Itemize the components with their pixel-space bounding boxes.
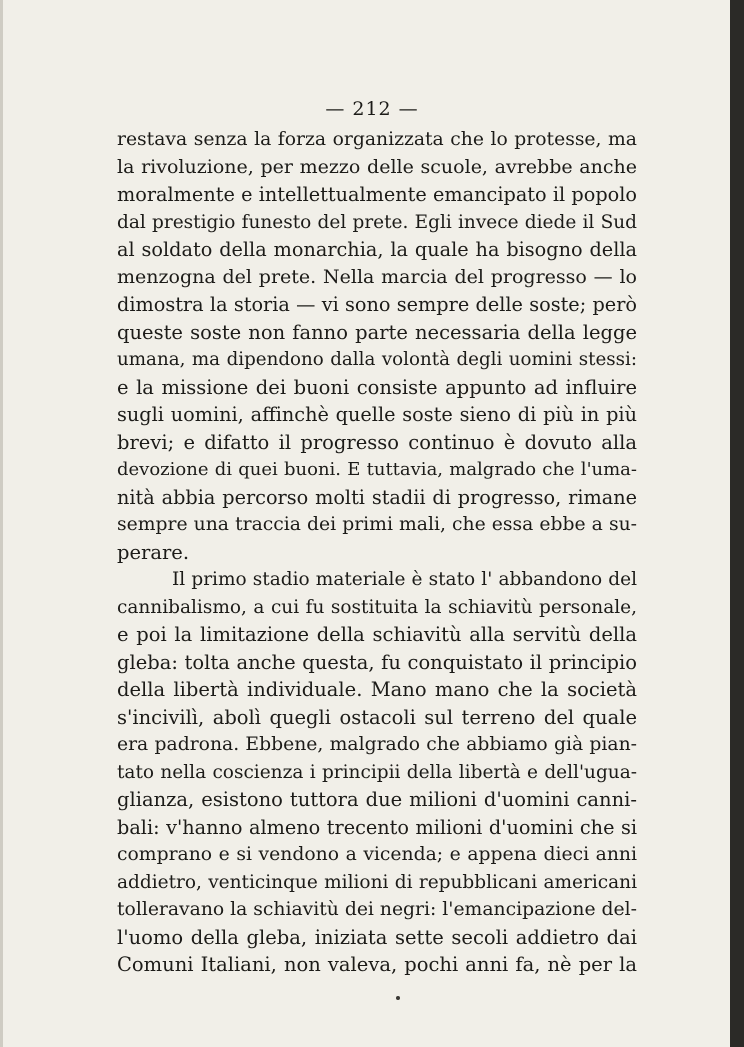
- text-line: sempre una traccia dei primi mali, che essa ebbe a su-: [117, 514, 637, 535]
- text-line: tolleravano la schiavitù dei negri: l'emancipazione del-: [117, 899, 637, 920]
- text-line: s'incivilì, abolì quegli ostacoli sul terreno del quale: [117, 705, 637, 729]
- print-speck: [396, 996, 400, 1000]
- paragraph-1: [117, 126, 637, 566]
- text-line: Il primo stadio materiale è stato l' abbandono del: [172, 569, 637, 590]
- body-text: [117, 126, 637, 979]
- text-line: l'uomo della gleba, iniziata sette secoli addietro dai: [117, 925, 637, 949]
- text-line: tato nella coscienza i principii della libertà e dell'ugua-: [117, 761, 637, 783]
- text-line: glianza, esistono tuttora due milioni d'uomini canni-: [117, 788, 637, 811]
- paragraph-2: [117, 566, 637, 979]
- text-line: gleba: tolta anche questa, fu conquistato il principio: [117, 650, 637, 674]
- text-line: comprano e si vendono a vicenda; e appena dieci anni: [117, 844, 637, 865]
- text-line: era padrona. Ebbene, malgrado che abbiamo già pian-: [117, 734, 637, 755]
- text-line: al soldato della monarchia, la quale ha bisogno della: [117, 238, 637, 261]
- text-line: e poi la limitazione della schiavitù alla servitù della: [117, 623, 637, 646]
- text-line: dal prestigio funesto del prete. Egli invece diede il Sud: [117, 211, 637, 233]
- text-line: restava senza la forza organizzata che lo protesse, ma: [117, 129, 637, 150]
- text-line: addietro, venticinque milioni di repubblicani americani: [117, 871, 637, 893]
- text-line: devozione di quei buoni. E tuttavia, malgrado che l'uma-: [117, 459, 637, 480]
- text-line: brevi; e difatto il progresso continuo è dovuto alla: [117, 430, 637, 454]
- scan-binding-edge: [730, 0, 744, 1047]
- text-line: queste soste non fanno parte necessaria della legge: [117, 320, 637, 344]
- text-line: della libertà individuale. Mano mano che la società: [117, 678, 637, 701]
- text-line: sugli uomini, affinchè quelle soste sieno di più in più: [117, 403, 637, 426]
- text-line: moralmente e intellettualmente emancipato il popolo: [117, 183, 637, 206]
- text-line: Comuni Italiani, non valeva, pochi anni fa, nè per la: [117, 953, 637, 976]
- text-line: dimostra la storia — vi sono sempre delle soste; però: [117, 293, 637, 316]
- page-left-edge: [0, 0, 3, 1047]
- text-line: menzogna del prete. Nella marcia del progresso — lo: [117, 265, 637, 288]
- text-line: umana, ma dipendono dalla volontà degli uomini stessi:: [117, 349, 637, 370]
- text-line: cannibalismo, a cui fu sostituita la schiavitù personale,: [117, 596, 637, 618]
- text-line: la rivoluzione, per mezzo delle scuole, avrebbe anche: [117, 155, 637, 178]
- page-number: — 212 —: [325, 98, 419, 120]
- text-line: perare.: [117, 540, 190, 564]
- text-line: bali: v'hanno almeno trecento milioni d'uomini che si: [117, 815, 637, 839]
- text-line: e la missione dei buoni consiste appunto ad influire: [117, 375, 637, 399]
- text-line: nità abbia percorso molti stadii di progresso, rimane: [117, 485, 637, 509]
